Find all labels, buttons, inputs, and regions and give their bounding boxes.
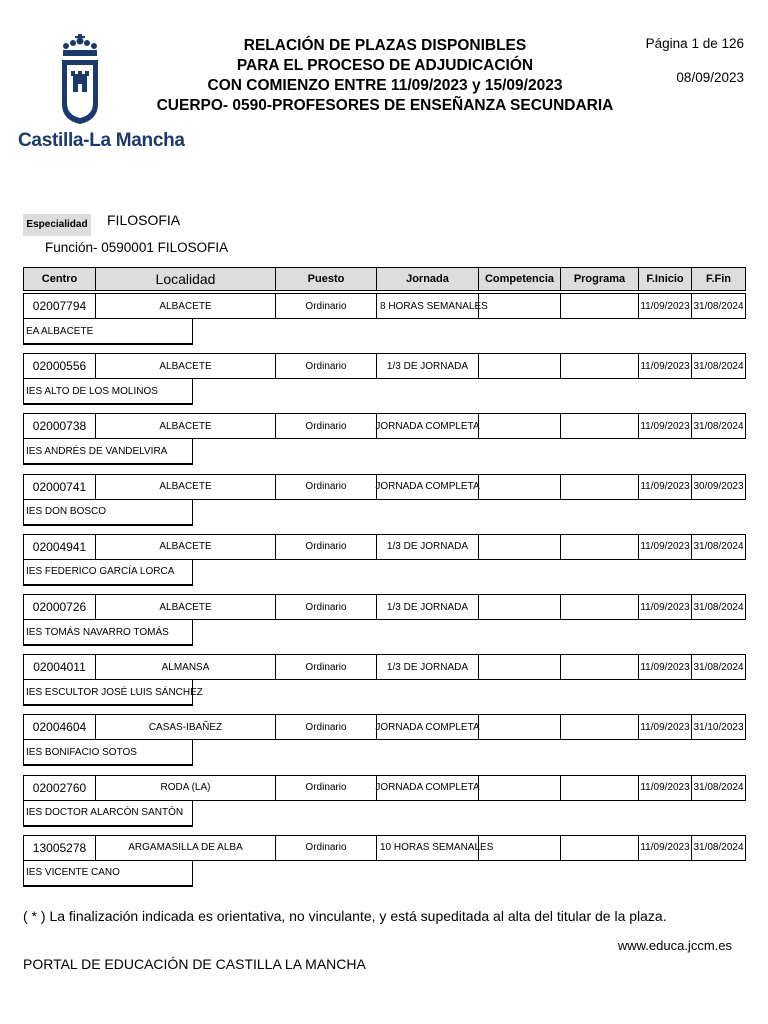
column-header-ffin: F.Fin — [691, 267, 746, 291]
column-header-puesto: Puesto — [275, 267, 376, 291]
cell-jornada: 1/3 DE JORNADA — [376, 654, 478, 680]
website-link[interactable]: www.educa.jccm.es — [617, 938, 732, 953]
cell-localidad: ARGAMASILLA DE ALBA — [95, 835, 275, 861]
cell-inicio: 11/09/2023 — [638, 835, 691, 861]
cell-competencia — [478, 775, 560, 801]
table-row — [23, 534, 746, 560]
cell-inicio: 11/09/2023 — [638, 775, 691, 801]
column-header-programa: Programa — [560, 267, 638, 291]
cell-competencia — [478, 594, 560, 620]
cell-centro: 02000738 — [23, 413, 95, 439]
cell-competencia — [478, 293, 560, 319]
table-row — [23, 654, 746, 680]
cell-jornada: JORNADA COMPLETA — [376, 714, 478, 740]
especialidad-label: Especialidad — [23, 214, 91, 236]
cell-puesto: Ordinario — [275, 534, 376, 560]
cell-centro: 02004011 — [23, 654, 95, 680]
especialidad-value: FILOSOFIA — [107, 212, 181, 228]
cell-fin: 31/10/2023 — [691, 714, 746, 740]
cell-inicio: 11/09/2023 — [638, 353, 691, 379]
column-header-finicio: F.Inicio — [638, 267, 691, 291]
cell-localidad: ALBACETE — [95, 594, 275, 620]
cell-jornada: 1/3 DE JORNADA — [376, 534, 478, 560]
cell-jornada: JORNADA COMPLETA — [376, 474, 478, 500]
centro-name: IES DOCTOR ALARCÓN SANTÓN — [23, 801, 193, 827]
column-header-competencia: Competencia — [478, 267, 560, 291]
table-row — [23, 835, 746, 861]
table-row — [23, 594, 746, 620]
cell-programa — [560, 654, 638, 680]
cell-fin: 31/08/2024 — [691, 775, 746, 801]
list-item — [23, 293, 746, 349]
cell-centro: 02004941 — [23, 534, 95, 560]
cell-localidad: ALBACETE — [95, 534, 275, 560]
cell-puesto: Ordinario — [275, 594, 376, 620]
cell-inicio: 11/09/2023 — [638, 293, 691, 319]
table-row — [23, 714, 746, 740]
cell-centro: 13005278 — [23, 835, 95, 861]
cell-centro: 02007794 — [23, 293, 95, 319]
document-title — [150, 36, 620, 116]
title-line: CUERPO- 0590-PROFESORES DE ENSEÑANZA SECUNDARIA — [156, 97, 614, 114]
cell-fin: 31/08/2024 — [691, 534, 746, 560]
cell-programa — [560, 474, 638, 500]
cell-programa — [560, 353, 638, 379]
cell-localidad: ALBACETE — [95, 413, 275, 439]
cell-programa — [560, 835, 638, 861]
cell-centro: 02004604 — [23, 714, 95, 740]
cell-competencia — [478, 474, 560, 500]
cell-jornada: 1/3 DE JORNADA — [376, 594, 478, 620]
column-header-jornada: Jornada — [376, 267, 478, 291]
cell-competencia — [478, 835, 560, 861]
brand-name: Castilla-La Mancha — [18, 130, 185, 151]
cell-fin: 31/08/2024 — [691, 293, 746, 319]
cell-competencia — [478, 534, 560, 560]
cell-puesto: Ordinario — [275, 654, 376, 680]
list-item — [23, 353, 746, 409]
page-number: Página 1 de 126 — [645, 36, 744, 51]
cell-competencia — [478, 353, 560, 379]
cell-centro: 02002760 — [23, 775, 95, 801]
cell-inicio: 11/09/2023 — [638, 654, 691, 680]
cell-competencia — [478, 413, 560, 439]
centro-name: IES ANDRÉS DE VANDELVIRA — [23, 439, 193, 465]
table-row — [23, 353, 746, 379]
cell-jornada: 1/3 DE JORNADA — [376, 353, 478, 379]
cell-puesto: Ordinario — [275, 413, 376, 439]
list-item — [23, 775, 746, 831]
title-line: CON COMIENZO ENTRE 11/09/2023 y 15/09/2023 — [207, 77, 563, 94]
table-row — [23, 413, 746, 439]
cell-competencia — [478, 714, 560, 740]
title-line: RELACIÓN DE PLAZAS DISPONIBLES — [243, 37, 527, 54]
cell-programa — [560, 293, 638, 319]
funcion-label: Función- 0590001 FILOSOFIA — [45, 240, 229, 255]
list-item — [23, 714, 746, 770]
centro-name: IES BONIFACIO SOTOS — [23, 740, 193, 766]
cell-puesto: Ordinario — [275, 714, 376, 740]
cell-fin: 31/08/2024 — [691, 594, 746, 620]
centro-name: IES FEDERICO GARCÍA LORCA — [23, 560, 193, 586]
portal-name: PORTAL DE EDUCACIÓN DE CASTILLA LA MANCHA — [23, 956, 366, 972]
cell-competencia — [478, 654, 560, 680]
list-item — [23, 474, 746, 530]
cell-inicio: 11/09/2023 — [638, 594, 691, 620]
centro-name: IES DON BOSCO — [23, 500, 193, 526]
cell-jornada: 8 HORAS SEMANALES — [376, 293, 478, 319]
cell-inicio: 11/09/2023 — [638, 534, 691, 560]
cell-fin: 30/09/2023 — [691, 474, 746, 500]
cell-fin: 31/08/2024 — [691, 654, 746, 680]
table-row — [23, 775, 746, 801]
list-item — [23, 534, 746, 590]
cell-localidad: ALBACETE — [95, 293, 275, 319]
cell-localidad: ALBACETE — [95, 474, 275, 500]
title-line: PARA EL PROCESO DE ADJUDICACIÓN — [236, 57, 534, 74]
column-header-centro: Centro — [23, 267, 95, 291]
cell-puesto: Ordinario — [275, 835, 376, 861]
cell-jornada: JORNADA COMPLETA — [376, 775, 478, 801]
cell-programa — [560, 534, 638, 560]
cell-localidad: ALBACETE — [95, 353, 275, 379]
document-date: 08/09/2023 — [676, 70, 744, 85]
cell-centro: 02000726 — [23, 594, 95, 620]
table-row — [23, 474, 746, 500]
cell-puesto: Ordinario — [275, 293, 376, 319]
cell-localidad: RODA (LA) — [95, 775, 275, 801]
cell-programa — [560, 594, 638, 620]
centro-name: IES TOMÁS NAVARRO TOMÁS — [23, 620, 193, 646]
cell-centro: 02000556 — [23, 353, 95, 379]
table-header — [23, 267, 746, 291]
list-item — [23, 413, 746, 469]
list-item — [23, 835, 746, 891]
cell-inicio: 11/09/2023 — [638, 413, 691, 439]
cell-inicio: 11/09/2023 — [638, 474, 691, 500]
cell-fin: 31/08/2024 — [691, 353, 746, 379]
cell-programa — [560, 775, 638, 801]
list-item — [23, 654, 746, 710]
cell-programa — [560, 714, 638, 740]
cell-jornada: JORNADA COMPLETA — [376, 413, 478, 439]
centro-name: IES ALTO DE LOS MOLINOS — [23, 379, 193, 405]
column-header-localidad: Localidad — [95, 267, 275, 291]
cell-puesto: Ordinario — [275, 775, 376, 801]
centro-name: EA ALBACETE — [23, 319, 193, 345]
table-row — [23, 293, 746, 319]
cell-fin: 31/08/2024 — [691, 835, 746, 861]
cell-fin: 31/08/2024 — [691, 413, 746, 439]
centro-name: IES VICENTE CANO — [23, 861, 193, 887]
list-item — [23, 594, 746, 650]
footnote: ( * ) La finalización indicada es orientativa, no vinculante, y está supeditada al alta del titular de la plaza. — [23, 908, 667, 924]
cell-inicio: 11/09/2023 — [638, 714, 691, 740]
centro-name: IES ESCULTOR JOSÉ LUIS SÁNCHEZ — [23, 680, 193, 706]
cell-localidad: ALMANSA — [95, 654, 275, 680]
cell-centro: 02000741 — [23, 474, 95, 500]
cell-localidad: CASAS-IBAÑEZ — [95, 714, 275, 740]
cell-programa — [560, 413, 638, 439]
cell-puesto: Ordinario — [275, 474, 376, 500]
cell-puesto: Ordinario — [275, 353, 376, 379]
cell-jornada: 10 HORAS SEMANALES — [376, 835, 478, 861]
